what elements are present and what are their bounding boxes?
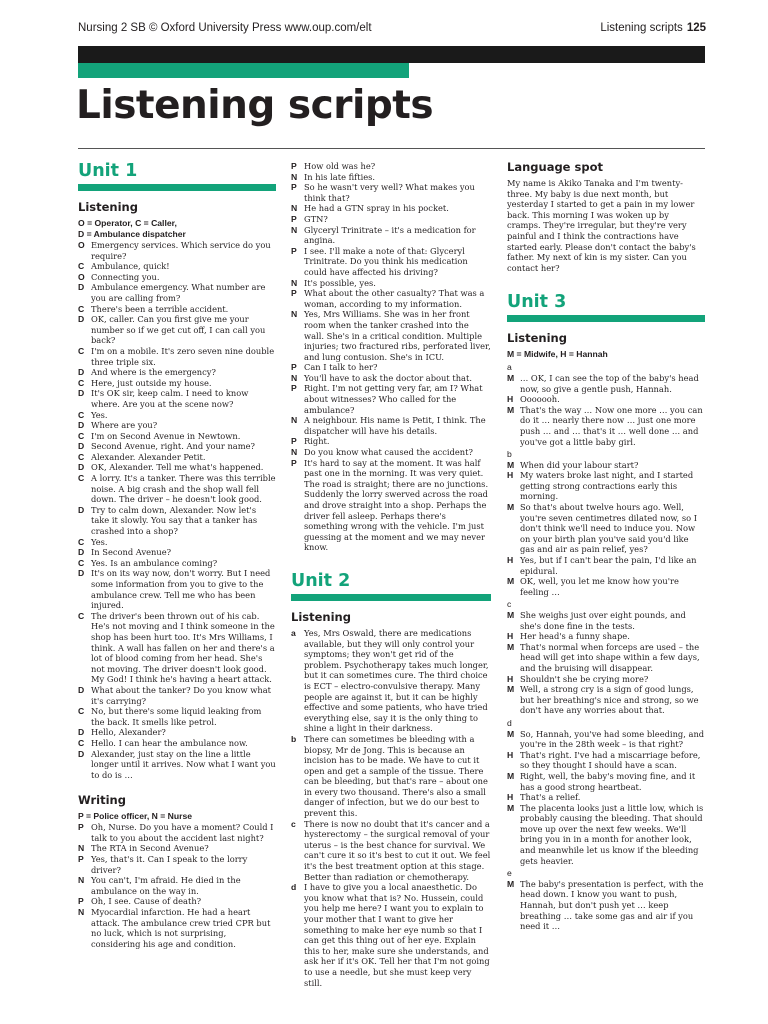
- script-line: [78, 749, 276, 781]
- script-line: [291, 447, 491, 458]
- speaker-label: N: [78, 907, 85, 918]
- speaker-label: C: [78, 377, 85, 388]
- script-line: [291, 214, 491, 225]
- speaker-label: P: [291, 383, 297, 394]
- script-text: Right.: [304, 436, 330, 447]
- script-line: [78, 854, 276, 875]
- script-line: [78, 304, 276, 315]
- script-line: [78, 611, 276, 685]
- header-green-bar: [78, 63, 409, 78]
- speaker-label: D: [78, 441, 85, 452]
- script-line: [291, 882, 491, 988]
- script-text: Right. I'm not getting very far, am I? What about witnesses? Who called for the ambulance?: [304, 383, 483, 415]
- script-text: My waters broke last night, and I started getting strong contractions early this morning.: [520, 470, 694, 502]
- script-text: There can sometimes be bleeding with a biopsy, Mr de Jong. This is because an incision has to be made. We have to cut it open and get a sample of the tissue. There can be bleeding, but that's rare – about one in every two thousand. There's also a small danger of infection, but we do our best to prevent this.: [304, 733, 488, 819]
- script-text: It's OK sir, keep calm. I need to know where. Are you at the scene now?: [91, 388, 249, 409]
- script-line: [78, 473, 276, 505]
- script-line: [78, 738, 276, 749]
- script-line: [507, 470, 705, 502]
- unit-1-heading: Unit 1: [78, 161, 138, 181]
- script-line: [507, 674, 705, 685]
- speaker-label: M: [507, 372, 515, 383]
- script-line: [507, 631, 705, 642]
- speaker-label: P: [78, 896, 84, 907]
- speaker-label: D: [78, 462, 85, 473]
- script-line: [507, 373, 705, 394]
- script-line: [291, 734, 491, 819]
- script-text: OK, well, you let me know how you're feeling …: [520, 576, 679, 597]
- script-line: [291, 161, 491, 172]
- speaker-label: M: [507, 641, 515, 652]
- section-letter: b: [507, 449, 512, 460]
- script-line: [291, 458, 491, 553]
- speaker-label: D: [78, 568, 85, 579]
- speaker-label: P: [291, 362, 297, 373]
- script-text: He had a GTN spray in his pocket.: [304, 203, 449, 214]
- script-text: There is now no doubt that it's cancer and a hysterectomy – the surgical removal of your uterus – is the best chance for survival. We can't cure it so it's best to cut it out. We feel it's the best treatment option at this stage. Better than radiation or chemotherapy.: [304, 818, 491, 882]
- speaker-label: b: [291, 733, 297, 744]
- script-line: [291, 309, 491, 362]
- script-text: Yes. Is an ambulance coming?: [91, 557, 218, 568]
- script-line: [78, 420, 276, 431]
- speaker-label: N: [78, 875, 85, 886]
- script-line: [78, 314, 276, 346]
- unit-3-listening-script: [507, 362, 705, 931]
- title-rule: [78, 148, 705, 149]
- speaker-label: C: [78, 737, 85, 748]
- column-3: [507, 158, 705, 932]
- script-line: [78, 272, 276, 283]
- script-line: [507, 729, 705, 750]
- script-text: It's on its way now, don't worry. But I need some information from you to give to the ambulance crew. Tell me who has been injured.: [91, 568, 271, 611]
- script-text: A lorry. It's a tanker. There was this terrible noise. A big crash and the shop wall fell down. The driver – he doesn't look good.: [91, 473, 276, 505]
- script-text: Here, just outside my house.: [91, 377, 212, 388]
- script-line: [507, 405, 705, 447]
- speaker-label: M: [507, 878, 515, 889]
- script-line: [507, 803, 705, 867]
- speaker-label: C: [78, 409, 85, 420]
- language-spot-heading: Language spot: [507, 160, 603, 174]
- script-text: A neighbour. His name is Petit, I think. The dispatcher will have his details.: [304, 415, 486, 436]
- speaker-label: H: [507, 394, 514, 405]
- script-text: I see. I'll make a note of that: Glyceryl Trinitrate. Do you think his medication could have affected his driving?: [304, 245, 468, 277]
- script-text: The RTA in Second Avenue?: [91, 843, 209, 854]
- page-title: Listening scripts: [76, 83, 434, 128]
- script-text: Emergency services. Which service do you require?: [91, 240, 271, 261]
- speaker-label: C: [78, 430, 85, 441]
- speaker-label: D: [78, 748, 85, 759]
- script-line: [78, 367, 276, 378]
- script-text: Ambulance emergency. What number are you are calling from?: [91, 282, 266, 303]
- script-line: [507, 879, 705, 932]
- script-line: [78, 441, 276, 452]
- language-spot-text: My name is Akiko Tanaka and I'm twenty-three. My baby is due next month, but yesterday I started to get a pain in my lower back. This morning I was woken up by cramps. They're irregular, but they're very painful and I think the contractions have started early. Please don't contact the baby's father. My next of kin is my sister. Can you contact her?: [507, 178, 696, 273]
- speaker-label: C: [78, 303, 85, 314]
- script-line: [291, 278, 491, 289]
- speaker-label: D: [78, 727, 85, 738]
- speaker-label: D: [78, 504, 85, 515]
- speaker-label: H: [507, 673, 514, 684]
- script-text: Connecting you.: [91, 271, 160, 282]
- script-line: [507, 684, 705, 716]
- script-text: What about the tanker? Do you know what it's carrying?: [91, 684, 271, 706]
- script-line: [78, 547, 276, 558]
- section-letter: a: [507, 362, 512, 373]
- unit-2-listening-heading: Listening: [291, 609, 351, 624]
- speaker-label: M: [507, 404, 515, 415]
- section-letter: c: [507, 599, 512, 610]
- speaker-label: P: [291, 213, 297, 224]
- unit-1-bar: [78, 184, 276, 191]
- script-line: [78, 346, 276, 367]
- speaker-label: D: [78, 388, 85, 399]
- speaker-label: N: [291, 415, 298, 426]
- script-text: That's a relief.: [520, 792, 581, 803]
- speaker-label: N: [291, 203, 298, 214]
- speaker-label: C: [78, 473, 85, 484]
- unit-1-writing-heading: Writing: [78, 793, 126, 808]
- unit-2-listening-script: [291, 628, 491, 988]
- script-text: Second Avenue, right. And your name?: [91, 441, 255, 452]
- script-line: [291, 415, 491, 436]
- unit-3-listening-heading: Listening: [507, 331, 567, 346]
- script-line: [291, 436, 491, 447]
- script-line: [507, 460, 705, 471]
- script-text: And where is the emergency?: [91, 367, 216, 378]
- script-text: GTN?: [304, 213, 328, 224]
- speaker-label: M: [507, 459, 515, 470]
- running-header: Nursing 2 SB © Oxford University Press www.oup.com/elt: [78, 22, 372, 34]
- script-line: [507, 555, 705, 576]
- script-text: Her head's a funny shape.: [520, 631, 630, 642]
- script-text: You can't, I'm afraid. He died in the ambulance on the way in.: [91, 875, 241, 896]
- speaker-label: C: [78, 451, 85, 462]
- speaker-legend: O = Operator, C = Caller,: [78, 218, 177, 228]
- speaker-label: d: [291, 882, 297, 893]
- script-line: [78, 727, 276, 738]
- speaker-label: P: [291, 457, 297, 468]
- script-line: [291, 203, 491, 214]
- speaker-label: P: [291, 245, 297, 256]
- speaker-legend: D = Ambulance dispatcher: [78, 229, 186, 239]
- script-line: [78, 388, 276, 409]
- section-letter: e: [507, 868, 512, 879]
- script-line: [78, 240, 276, 261]
- script-text: Ambulance, quick!: [91, 261, 170, 272]
- speaker-legend: M = Midwife, H = Hannah: [507, 349, 608, 360]
- speaker-label: N: [291, 171, 298, 182]
- speaker-label: H: [507, 631, 514, 642]
- unit-2-bar: [291, 594, 491, 601]
- speaker-label: H: [507, 792, 514, 803]
- speaker-label: P: [291, 436, 297, 447]
- speaker-label: H: [507, 749, 514, 760]
- script-text: OK, caller. Can you first give me your number so if we get cut off, I can call you back?: [91, 314, 266, 346]
- script-text: Hello, Alexander?: [91, 727, 166, 738]
- speaker-label: C: [78, 557, 85, 568]
- unit-2-heading: Unit 2: [291, 570, 351, 591]
- script-line: [78, 685, 276, 706]
- speaker-label: N: [291, 309, 298, 320]
- unit-3-bar: [507, 315, 705, 322]
- script-line: [291, 819, 491, 883]
- script-line: [78, 282, 276, 303]
- speaker-label: D: [78, 420, 85, 431]
- script-line: [291, 225, 491, 246]
- script-text: When did your labour start?: [520, 459, 639, 470]
- script-text: What about the other casualty? That was a woman, according to my information.: [304, 288, 485, 309]
- unit-3-heading: Unit 3: [507, 292, 567, 313]
- speaker-label: M: [507, 576, 515, 587]
- speaker-label: N: [291, 277, 298, 288]
- script-line: [291, 362, 491, 373]
- script-text: Try to calm down, Alexander. Now let's take it slowly. You say that a tanker has crashed into a shop?: [91, 504, 258, 537]
- script-text: Can I talk to her?: [304, 362, 378, 373]
- script-text: That's the way … Now one more … you can do it … nearly there now … just one more push … and … that's it … well done … and you've got a little baby girl.: [520, 404, 703, 447]
- script-text: She weighs just over eight pounds, and she's done fine in the tests.: [520, 610, 686, 631]
- script-text: OK, Alexander. Tell me what's happened.: [91, 462, 264, 473]
- script-line: [291, 383, 491, 415]
- script-line: [507, 576, 705, 597]
- speaker-label: P: [78, 822, 84, 833]
- script-text: That's right. I've had a miscarriage before, so they thought I should have a scan.: [520, 749, 701, 771]
- speaker-label: P: [291, 182, 297, 193]
- unit-1-writing-script: [78, 822, 276, 949]
- script-text: I'm on Second Avenue in Newtown.: [91, 430, 241, 441]
- script-text: … OK, I can see the top of the baby's head now, so give a gentle push, Hannah.: [520, 372, 699, 394]
- script-line: [78, 875, 276, 896]
- speaker-label: C: [78, 706, 85, 717]
- script-text: How old was he?: [304, 161, 376, 171]
- speaker-label: D: [78, 314, 85, 325]
- speaker-label: D: [78, 367, 85, 378]
- script-text: Yes, that's it. Can I speak to the lorry driver?: [91, 854, 248, 875]
- script-text: So, Hannah, you've had some bleeding, and you're in the 28th week – is that right?: [520, 728, 705, 750]
- script-text: No, but there's some liquid leaking from the back. It smells like petrol.: [91, 706, 262, 727]
- speaker-label: M: [507, 770, 515, 781]
- script-text: Yes.: [91, 536, 108, 547]
- script-text: Yes, but if I can't bear the pain, I'd like an epidural.: [520, 555, 697, 576]
- header-black-bar: [78, 46, 705, 63]
- script-text: Ooooooh.: [520, 394, 560, 405]
- script-text: Hello. I can hear the ambulance now.: [91, 737, 248, 748]
- script-text: In his late fifties.: [304, 171, 376, 182]
- unit-1-listening-script: [78, 240, 276, 780]
- script-line: [78, 462, 276, 473]
- script-line: [291, 628, 491, 734]
- script-text: Do you know what caused the accident?: [304, 447, 473, 458]
- script-text: Right, well, the baby's moving fine, and it has a good strong heartbeat.: [520, 770, 696, 792]
- script-line: [78, 505, 276, 537]
- script-text: Oh, Nurse. Do you have a moment? Could I talk to you about the accident last night?: [91, 822, 274, 843]
- script-line: [78, 452, 276, 463]
- unit-1-listening-heading: Listening: [78, 200, 138, 214]
- script-text: Well, a strong cry is a sign of good lungs, but her breathing's nice and strong, so we don't have any worries about that.: [520, 684, 699, 716]
- speaker-label: D: [78, 684, 85, 695]
- running-header-right: [600, 22, 706, 34]
- script-text: Yes.: [91, 409, 108, 420]
- speaker-label: c: [291, 818, 296, 829]
- script-line: [78, 907, 276, 949]
- speaker-label: H: [507, 470, 514, 481]
- script-text: Glyceryl Trinitrate – it's a medication for angina.: [304, 224, 476, 246]
- speaker-legend: P = Police officer, N = Nurse: [78, 811, 192, 822]
- script-line: [507, 642, 705, 674]
- speaker-label: C: [78, 536, 85, 547]
- speaker-label: P: [291, 161, 297, 171]
- script-line: [507, 771, 705, 792]
- speaker-label: D: [78, 547, 85, 558]
- speaker-label: H: [507, 555, 514, 566]
- script-line: [291, 172, 491, 183]
- script-text: You'll have to ask the doctor about that.: [304, 372, 472, 383]
- speaker-label: N: [291, 372, 298, 383]
- script-line: [78, 706, 276, 727]
- speaker-label: N: [291, 224, 298, 235]
- script-text: Myocardial infarction. He had a heart attack. The ambulance crew tried CPR but no luck, which is not surprising, considering his age and condition.: [91, 907, 271, 949]
- script-line: [78, 568, 276, 610]
- script-line: [291, 288, 491, 309]
- script-text: I'm on a mobile. It's zero seven nine double three triple six.: [91, 345, 275, 367]
- script-text: There's been a terrible accident.: [91, 303, 229, 314]
- script-line: [507, 394, 705, 405]
- speaker-label: C: [78, 610, 85, 621]
- script-text: Alexander, just stay on the line a little longer until it arrives. Now what I want you to do is …: [91, 748, 276, 780]
- script-text: I have to give you a local anaesthetic. Do you know what that is? No. Hussein, could you help me here? I want you to explain to your mother that I want to give her something to make her eye numb so that I can get this thing out of her eye. Explain this to her, make sure she understands, and ask her if it's OK. Tell her that I'm not going to use a needle, but she must keep very still.: [304, 882, 490, 988]
- speaker-label: N: [78, 843, 85, 854]
- speaker-label: M: [507, 802, 515, 813]
- speaker-label: M: [507, 684, 515, 695]
- script-text: Yes, Mrs Williams. She was in her front room when the tanker crashed into the wall. She's in a critical condition. Multiple injuries; two fractured ribs, perforated liver, and lung contusion. She's in ICU.: [304, 309, 491, 362]
- script-line: [78, 558, 276, 569]
- section-letter: d: [507, 717, 512, 728]
- speaker-label: a: [291, 627, 296, 638]
- speaker-label: C: [78, 345, 85, 356]
- unit-1-writing-script-continued: [291, 161, 491, 553]
- script-line: [78, 843, 276, 854]
- speaker-label: M: [507, 728, 515, 739]
- script-line: [78, 410, 276, 421]
- script-text: Where are you?: [91, 420, 158, 431]
- script-text: Shouldn't she be crying more?: [520, 673, 649, 684]
- script-text: Yes, Mrs Oswald, there are medications available, but they will only control your symptoms; they won't get rid of the problem. Psychotherapy takes much longer, but it can sometimes cure. The third choice is ECT – electro-convulsive therapy. Many people are against it, but it can be highly effective and some patients, who have tried everything else, say it is the only thing to shine a light in their darkness.: [304, 627, 489, 734]
- script-line: [507, 792, 705, 803]
- column-1: [78, 158, 276, 949]
- speaker-label: M: [507, 502, 515, 513]
- speaker-label: P: [78, 854, 84, 865]
- script-text: So he wasn't very well? What makes you think that?: [304, 182, 475, 203]
- page-number: 125: [686, 22, 706, 34]
- script-text: It's hard to say at the moment. It was half past one in the morning. It was very quiet. The road is straight; there are no junctions. Suddenly the lorry swerved across the road and drove straight into a shop. Perhaps the driver fell asleep. Perhaps there's something wrong with the vehicle. I'm just guessing at the moment and we may never know.: [304, 457, 489, 553]
- speaker-label: P: [291, 288, 297, 299]
- script-text: The placenta looks just a little low, which is probably causing the bleeding. That should move up over the next few weeks. We'll bring you in in a month for another look, and meanwhile let us know if the bleeding gets heavier.: [520, 802, 704, 866]
- section-title: Listening scripts: [600, 22, 683, 34]
- script-text: Alexander. Alexander Petit.: [91, 451, 206, 462]
- script-text: It's possible, yes.: [304, 277, 376, 288]
- speaker-label: N: [291, 447, 298, 458]
- script-line: [291, 182, 491, 203]
- script-line: [78, 431, 276, 442]
- script-line: [78, 896, 276, 907]
- speaker-label: O: [78, 271, 85, 282]
- speaker-label: M: [507, 610, 515, 620]
- script-text: In Second Avenue?: [91, 547, 172, 558]
- script-line: [78, 537, 276, 548]
- script-line: [78, 378, 276, 389]
- script-line: [291, 246, 491, 278]
- speaker-label: O: [78, 240, 85, 250]
- speaker-label: D: [78, 282, 85, 293]
- script-text: The driver's been thrown out of his cab. He's not moving and I think someone in the shop has been hurt too. It's Mrs Williams, I think. A wall has fallen on her and there's a lot of blood coming from her head. She's not moving. The driver doesn't look good. My God! I think he's having a heart attack.: [91, 610, 275, 685]
- column-2: [291, 161, 491, 988]
- script-text: The baby's presentation is perfect, with the head down. I know you want to push, Hannah, but don't push yet … keep breathing … take some gas and air if you need it …: [520, 878, 704, 932]
- script-text: So that's about twelve hours ago. Well, you're seven centimetres dilated now, so I don't think we'll need to induce you. Now on your birth plan you've said you'd like gas and air as pain relief, yes?: [520, 502, 697, 555]
- script-line: [507, 610, 705, 631]
- script-line: [291, 373, 491, 384]
- script-line: [507, 502, 705, 555]
- script-text: Oh, I see. Cause of death?: [91, 896, 202, 907]
- speaker-label: C: [78, 261, 85, 272]
- script-line: [78, 261, 276, 272]
- script-text: That's normal when forceps are used – the head will get into shape within a few days, and the bruising will disappear.: [520, 641, 700, 673]
- script-line: [507, 750, 705, 771]
- script-line: [78, 822, 276, 843]
